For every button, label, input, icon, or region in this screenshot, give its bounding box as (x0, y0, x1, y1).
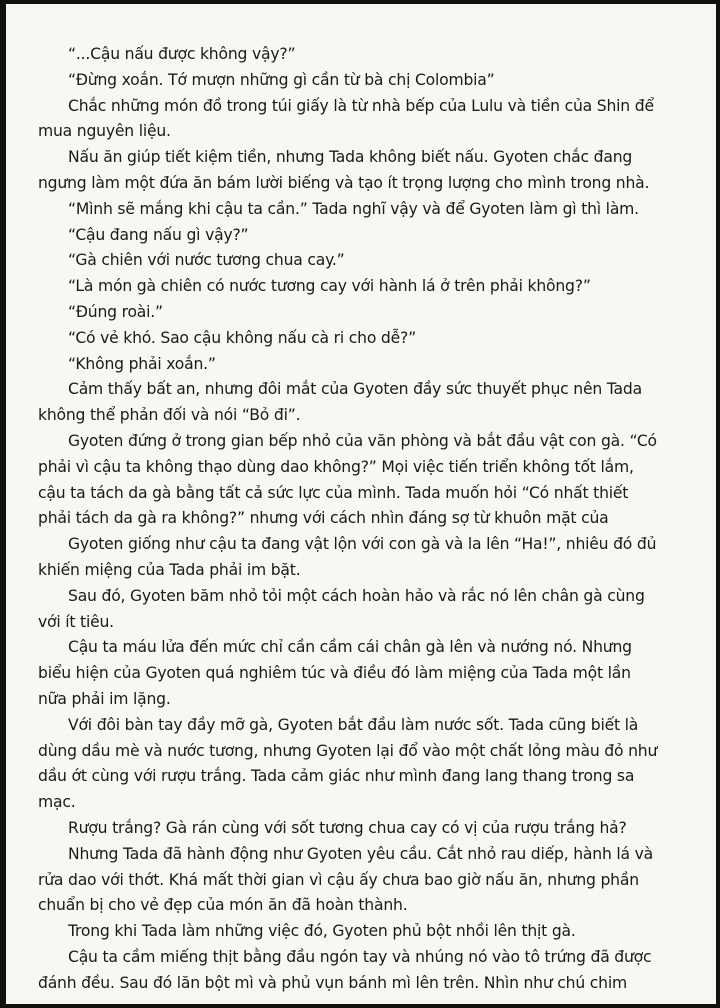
text-line: Cảm thấy bất an, nhưng đôi mắt của Gyoten đầy sức thuyết phục nên Tada (68, 380, 642, 399)
text-line: “Đúng roài.” (68, 302, 163, 321)
body-text (38, 42, 716, 996)
text-line: khiến miệng của Tada phải im bặt. (38, 560, 301, 579)
text-line: Gyoten đứng ở trong gian bếp nhỏ của văn phòng và bắt đầu vật con gà. “Có (68, 431, 657, 450)
document-page (6, 4, 716, 1004)
text-line: Cậu ta máu lửa đến mức chỉ cần cầm cái chân gà lên và nướng nó. Nhưng (68, 638, 632, 657)
text-line: “Gà chiên với nước tương chua cay.” (68, 251, 345, 270)
text-line: Sau đó, Gyoten băm nhỏ tỏi một cách hoàn hảo và rắc nó lên chân gà cùng (68, 586, 645, 605)
text-line: biểu hiện của Gyoten quá nghiêm túc và điều đó làm miệng của Tada một lần (38, 664, 631, 683)
text-line: “Là món gà chiên có nước tương cay với hành lá ở trên phải không?” (68, 277, 591, 296)
text-line: cậu ta tách da gà bằng tất cả sức lực của mình. Tada muốn hỏi “Có nhất thiết (38, 483, 629, 502)
text-line: chuẩn bị cho vẻ đẹp của món ăn đã hoàn thành. (38, 896, 408, 915)
text-line: Chắc những món đồ trong túi giấy là từ nhà bếp của Lulu và tiền của Shin để (68, 96, 654, 115)
text-line: Với đôi bàn tay đầy mỡ gà, Gyoten bắt đầu làm nước sốt. Tada cũng biết là (68, 715, 639, 734)
text-line: không thể phản đối và nói “Bỏ đi”. (38, 406, 301, 425)
text-line: mua nguyên liệu. (38, 122, 171, 141)
text-line: “Mình sẽ mắng khi cậu ta cần.” Tada nghĩ vậy và để Gyoten làm gì thì làm. (68, 199, 639, 218)
text-line: rửa dao với thớt. Khá mất thời gian vì cậu ấy chưa bao giờ nấu ăn, nhưng phần (38, 870, 639, 889)
text-line: “...Cậu nấu được không vậy?” (68, 45, 296, 63)
text-line: nữa phải im lặng. (38, 689, 171, 708)
text-line: mạc. (38, 793, 76, 812)
text-line: ngưng làm một đứa ăn bám lười biếng và tạo ít trọng lượng cho mình trong nhà. (38, 173, 650, 192)
text-line: Trong khi Tada làm những việc đó, Gyoten phủ bột nhồi lên thịt gà. (68, 922, 576, 941)
text-line: dầu ớt cùng với rượu trắng. Tada cảm giác như mình đang lang thang trong sa (38, 767, 635, 786)
text-line: Rượu trắng? Gà rán cùng với sốt tương chua cay có vị của rượu trắng hả? (68, 818, 627, 837)
text-line: “Cậu đang nấu gì vậy?” (68, 225, 249, 244)
text-line: Nấu ăn giúp tiết kiệm tiền, nhưng Tada không biết nấu. Gyoten chắc đang (68, 148, 633, 167)
text-line: đánh đều. Sau đó lăn bột mì và phủ vụn bánh mì lên trên. Nhìn như chú chim (38, 973, 627, 992)
text-line: “Đừng xoắn. Tớ mượn những gì cần từ bà chị Colombia” (68, 70, 495, 89)
text-line: Nhưng Tada đã hành động như Gyoten yêu cầu. Cắt nhỏ rau diếp, hành lá và (68, 844, 654, 863)
text-line: với ít tiêu. (38, 612, 114, 631)
text-line: Gyoten giống như cậu ta đang vật lộn với con gà và la lên “Ha!”, nhiêu đó đủ (68, 535, 657, 554)
text-line: phải tách da gà ra không?” nhưng với cách nhìn đáng sợ từ khuôn mặt của (38, 509, 609, 528)
text-line: dùng dầu mè và nước tương, nhưng Gyoten lại đổ vào một chất lỏng màu đỏ như (38, 741, 658, 760)
text-line: phải vì cậu ta không thạo dùng dao không?” Mọi việc tiến triển không tốt lắm, (38, 457, 634, 476)
text-line: “Không phải xoắn.” (68, 354, 216, 373)
text-line: Cậu ta cầm miếng thịt bằng đầu ngón tay và nhúng nó vào tô trứng đã được (68, 947, 652, 966)
text-line: “Có vẻ khó. Sao cậu không nấu cà ri cho dễ?” (68, 328, 416, 347)
